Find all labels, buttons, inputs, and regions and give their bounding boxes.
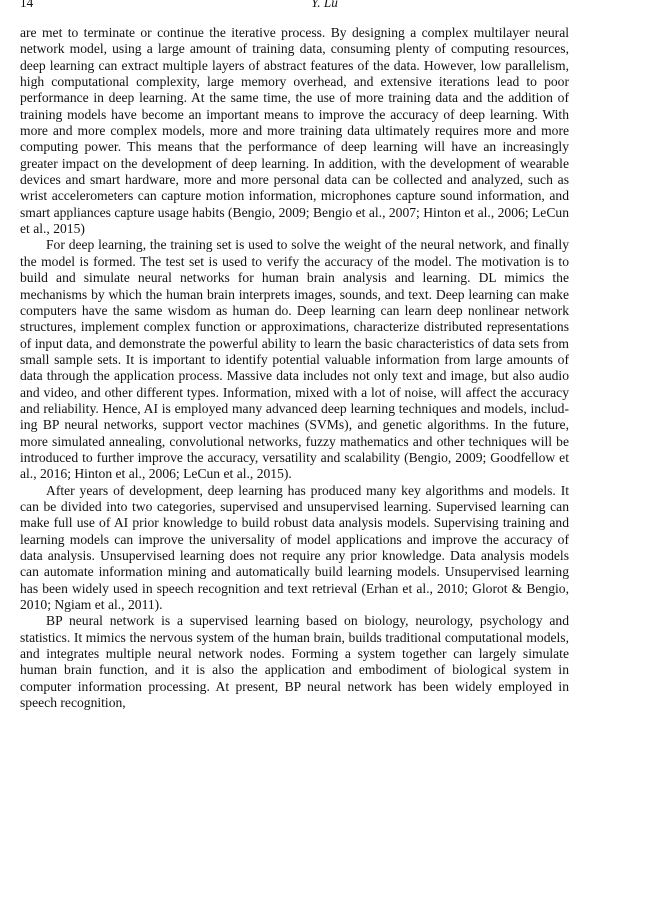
running-title: Y. Lu bbox=[311, 0, 338, 10]
paragraph: BP neural network is a supervised learning based on biology, neurology, psychology and statistics. It mimics the nervous system of the human brain, builds traditional computational models, and integrates multiple neural network nodes. Forming a system together can largely simulate human brain function, and it is also the application and embodiment of biological system in computer information processing. At present, BP neural network has been widely employed in speech recognition, bbox=[20, 613, 569, 711]
page-number: 14 bbox=[20, 0, 34, 10]
paragraph: are met to terminate or continue the iterative process. By designing a complex multilayer neural network model, using a large amount of training data, consuming plenty of computing resources, deep learning can extract multiple layers of abstract features of the data. However, low parallelism, high computational complexity, large memory overhead, and extensive iterations lead to poor performance in deep learning. At the same time, the use of more training data and the addition of training models have become an important means to improve the accuracy of deep learning. With more and more complex models, more and more training data ultimately requires more and more computing power. This means that the performance of deep learning will have an increasingly greater impact on the development of deep learning. In addition, with the development of wearable devices and smart hardware, more and more personal data can be collected and analyzed, such as wrist accelerometers can capture motion information, microphones capture sound information, and smart appliances capture usage habits (Bengio, 2009; Bengio et al., 2007; Hinton et al., 2006; LeCun et al., 2015) bbox=[20, 25, 569, 237]
running-head bbox=[0, 0, 649, 11]
paragraph: After years of development, deep learning has produced many key algorithms and models. It can be divided into two categories, supervised and unsupervised learning. Supervised learning can make full use of AI prior knowledge to build robust data analysis models. Supervising training and learning models can improve the universality of model applications and improve the accuracy of data analysis. Unsupervised learning does not require any prior knowledge. Data analysis models can automate information mining and automatically build learning models. Unsupervised learning has been widely used in speech recognition and text retrieval (Erhan et al., 2010; Glorot & Bengio, 2010; Ngiam et al., 2011). bbox=[20, 482, 569, 613]
body-text bbox=[20, 25, 569, 711]
paragraph: For deep learning, the training set is used to solve the weight of the neural network, and finally the model is formed. The test set is used to verify the accuracy of the model. The motivation is to build and simulate neural networks for human brain analysis and learning. DL mimics the mechanisms by which the human brain interprets images, sounds, and text. Deep learning can make computers have the same wisdom as human do. Deep learning can learn deep nonlinear network structures, implement complex function or approximations, characterize distributed representations of input data, and demonstrate the powerful ability to learn the basic characteristics of data sets from small sample sets. It is important to identify potential valuable information from large amounts of data through the application process. Massive data includes not only text and image, but also audio and video, and other different types. Information, mixed with a lot of noise, will affect the accuracy and reliability. Hence, AI is employed many advanced deep learning techniques and models, including BP neural networks, support vector machines (SVMs), and genetic algorithms. In the future, more simulated annealing, convolutional networks, fuzzy mathematics and other techniques will be introduced to further improve the accuracy, versatility and scalability (Bengio, 2009; Goodfellow et al., 2016; Hinton et al., 2006; LeCun et al., 2015). bbox=[20, 237, 569, 482]
